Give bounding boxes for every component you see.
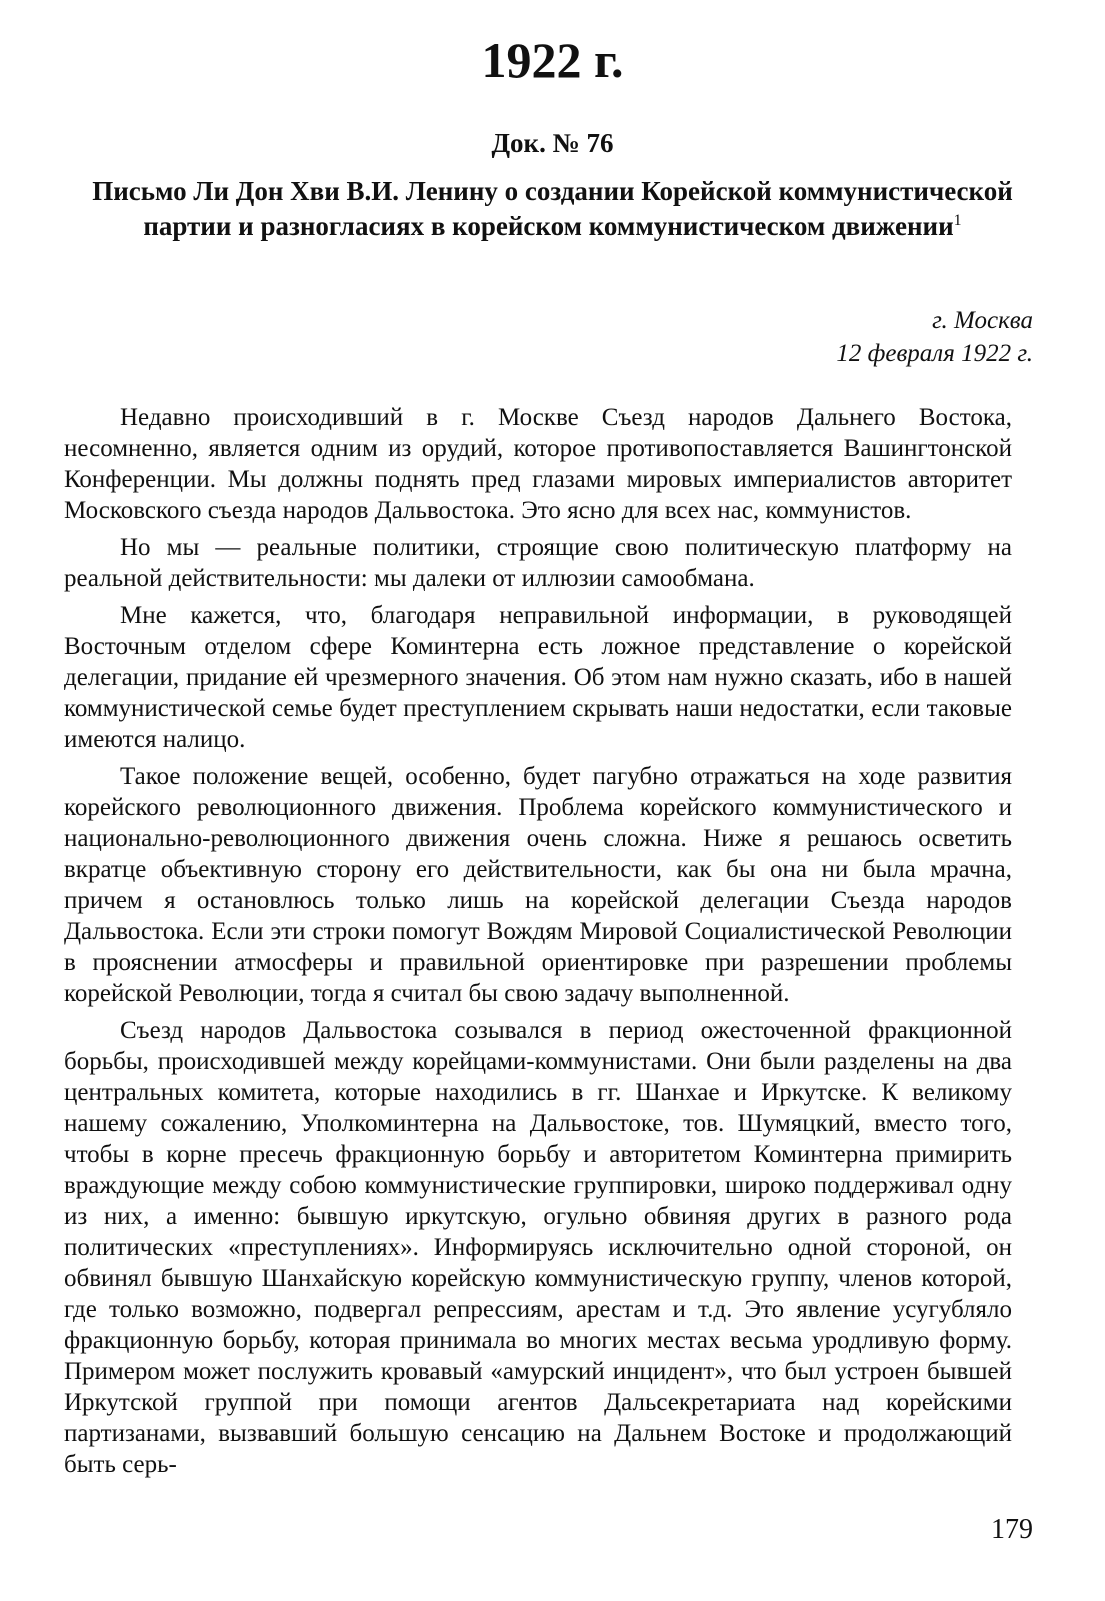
date: 12 февраля 1922 г. xyxy=(836,340,1033,367)
paragraph: Мне кажется, что, благодаря неправильной информации, в руководящей Восточным отделом сфере Коминтерна есть ложное представление о корейской делегации, придание ей чрезмерного значения. Об этом нам нужно сказать, ибо в нашей коммунистической семье будет преступлением скрывать наши недостатки, если таковые имеются налицо. xyxy=(64,602,1012,753)
document-title xyxy=(80,174,1025,244)
footnote-mark: 1 xyxy=(953,212,962,229)
paragraph: Съезд народов Дальвостока созывался в период ожесточенной фракционной борьбы, происходившей между корейцами-коммунистами. Они были разделены на два центральных комитета, которые находились в гг. Шанхае и Иркутске. К великому нашему сожалению, Уполкоминтерна на Дальвостоке, тов. Шумяцкий, вместо того, чтобы в корне пресечь фракционную борьбу и авторитетом Коминтерна примирить враждующие между собою коммунистические группировки, широко поддерживал одну из них, а именно: бывшую иркутскую, огульно обвиняя других в разного рода политических «преступлениях». Информируясь исключительно одной стороной, он обвинял бывшую Шанхайскую корейскую коммунистическую группу, членов которой, где только возможно, подвергал репрессиям, арестам и т.д. Это явление усугубляло фракционную борьбу, которая принимала во многих местах весьма уродливую форму. Примером может послужить кровавый «амурский инцидент», что был устроен бывшей Иркутской группой при помощи агентов Дальсекретариата над корейскими партизанами, вызвавший большую сенсацию на Дальнем Востоке и продолжающий быть серь- xyxy=(64,1017,1012,1478)
place: г. Москва xyxy=(932,307,1033,334)
document-body xyxy=(64,402,1012,1486)
paragraph: Недавно происходивший в г. Москве Съезд народов Дальнего Востока, несомненно, является одним из орудий, которое противопоставляется Вашингтонской Конференции. Мы должны поднять пред глазами мировых империалистов авторитет Московского съезда народов Дальвостока. Это ясно для всех нас, коммунистов. xyxy=(64,404,1012,524)
year-heading: 1922 г. xyxy=(481,32,624,88)
page-number: 179 xyxy=(991,1514,1033,1545)
document-number: Док. № 76 xyxy=(491,128,614,158)
paragraph: Такое положение вещей, особенно, будет пагубно отражаться на ходе развития корейского революционного движения. Проблема корейского коммунистического и национально-революционного движения очень сложна. Ниже я решаюсь осветить вкратце объективную сторону его действительности, как бы она ни была мрачна, причем я остановлюсь только лишь на корейской делегации Съезда народов Дальвостока. Если эти строки помогут Вождям Мировой Социалистической Революции в прояснении атмосферы и правильной ориентировке при разрешении проблемы корейской Революции, тогда я считал бы свою задачу выполненной. xyxy=(64,763,1012,1007)
paragraph: Но мы — реальные политики, строящие свою политическую платформу на реальной действительности: мы далеки от иллюзии самообмана. xyxy=(64,534,1012,592)
place-and-date xyxy=(836,304,1033,370)
document-title-text: Письмо Ли Дон Хви В.И. Ленину о создании Корейской коммунистической партии и разногласиях в корейском коммунистическом движении xyxy=(92,176,1013,241)
